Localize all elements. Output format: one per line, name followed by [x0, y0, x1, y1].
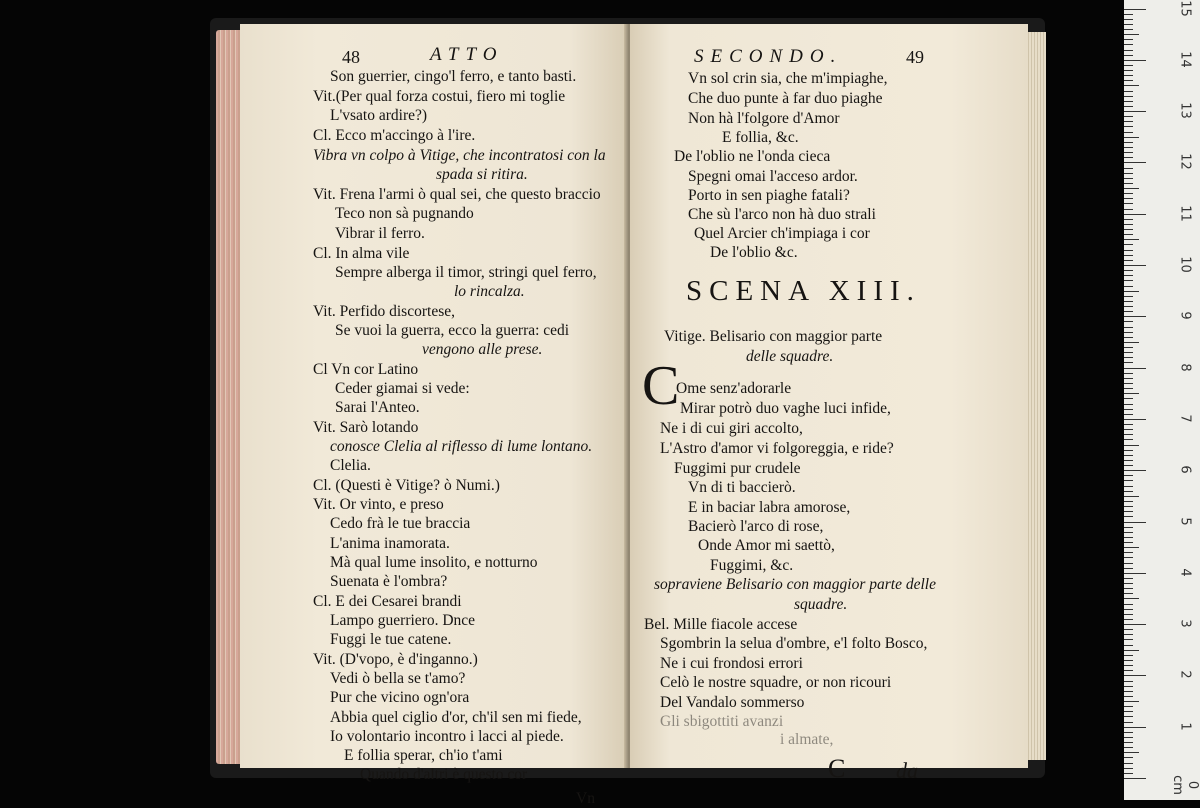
- text-line: Cl. E dei Cesarei brandi: [313, 593, 462, 610]
- text-line: L'vsato ardire?): [330, 107, 428, 124]
- catchword-left: Vn: [576, 790, 595, 807]
- ruler-tick: [1124, 768, 1133, 769]
- ruler-tick: [1124, 352, 1133, 353]
- ruler-tick: [1124, 563, 1133, 564]
- text-line: Ceder giamai si vede:: [335, 380, 470, 397]
- text-line: De l'oblio ne l'onda cieca: [674, 148, 831, 165]
- ruler-tick: [1124, 450, 1133, 451]
- text-line: Spegni omai l'acceso ardor.: [688, 168, 858, 185]
- ruler-tick: [1124, 732, 1133, 733]
- ruler-tick: [1124, 557, 1133, 558]
- ruler-tick: [1124, 260, 1133, 261]
- book-edge-right: [1026, 32, 1046, 760]
- text-line: Bacierò l'arco di rose,: [688, 518, 824, 535]
- ruler-tick: [1124, 737, 1133, 738]
- ruler-tick: [1124, 362, 1133, 363]
- ruler-tick: [1124, 650, 1139, 651]
- text-line: Ne i di cui giri accolto,: [660, 420, 803, 437]
- ruler-tick: [1124, 496, 1139, 497]
- ruler-tick: [1124, 65, 1133, 66]
- ruler-tick: [1124, 727, 1146, 728]
- running-head-left: ATTO: [430, 44, 504, 65]
- stage-direction: conosce Clelia al riflesso di lume lontano.: [330, 438, 593, 455]
- text-line: Fuggimi, &c.: [710, 557, 794, 574]
- ruler-label: 1: [1177, 722, 1193, 731]
- ruler-tick: [1124, 711, 1133, 712]
- text-line: Lampo guerriero. Dnce: [330, 612, 476, 629]
- text-line: Bel. Mille fiacole accese: [644, 616, 798, 633]
- ruler-tick: [1124, 480, 1133, 481]
- ruler-label: 9: [1177, 311, 1193, 320]
- text-line: Io volontario incontro i lacci al piede.: [330, 728, 564, 745]
- text-line: Cedo frà le tue braccia: [330, 515, 471, 532]
- ruler-tick: [1124, 588, 1133, 589]
- ruler-tick: [1124, 50, 1133, 51]
- ruler-tick: [1124, 747, 1133, 748]
- text-line: Cl. Ecco m'accingo à l'ire.: [313, 127, 476, 144]
- ruler-tick: [1124, 173, 1133, 174]
- text-line: Mirar potrò duo vaghe luci infide,: [680, 400, 891, 417]
- stage-direction: spada si ritira.: [436, 166, 528, 183]
- ruler-tick: [1124, 778, 1146, 779]
- ruler-tick: [1124, 511, 1133, 512]
- stage-direction: lo rincalza.: [454, 283, 525, 300]
- ruler-label: 0 cm: [1170, 775, 1200, 795]
- ruler-tick: [1124, 291, 1139, 292]
- ruler-label: 12: [1177, 153, 1193, 171]
- ruler-tick: [1124, 321, 1133, 322]
- ruler-tick: [1124, 763, 1133, 764]
- ruler-tick: [1124, 706, 1133, 707]
- text-line: E follia, &c.: [722, 129, 799, 146]
- ruler-tick: [1124, 327, 1133, 328]
- ruler-tick: [1124, 455, 1133, 456]
- ruler-label: 14: [1177, 51, 1193, 68]
- scene-persons: Vitige. Belisario con maggior parte: [664, 328, 883, 345]
- text-line: De l'oblio &c.: [710, 244, 798, 261]
- ruler-tick: [1124, 106, 1133, 107]
- ruler-tick: [1124, 757, 1133, 758]
- ruler-tick: [1124, 85, 1139, 86]
- page-number-left: 48: [342, 47, 360, 67]
- ruler-tick: [1124, 168, 1133, 169]
- ruler-tick: [1124, 193, 1133, 194]
- measuring-ruler: [1124, 0, 1200, 800]
- text-line: Suenata è l'ombra?: [330, 573, 448, 590]
- ruler-tick: [1124, 75, 1133, 76]
- text-line: Che duo punte à far duo piaghe: [688, 90, 883, 107]
- scene-persons: delle squadre.: [746, 348, 834, 365]
- text-line: Sempre alberga il timor, stringi quel ferro,: [335, 264, 597, 281]
- ruler-tick: [1124, 691, 1133, 692]
- ruler-tick: [1124, 670, 1133, 671]
- ruler-tick: [1124, 527, 1133, 528]
- text-line: Cl. (Questi è Vitige? ò Numi.): [313, 477, 500, 494]
- ruler-tick: [1124, 639, 1133, 640]
- ruler-tick: [1124, 547, 1139, 548]
- ruler-label: 6: [1177, 465, 1193, 474]
- ruler-tick: [1124, 532, 1133, 533]
- ruler-tick: [1124, 634, 1133, 635]
- ruler-tick: [1124, 773, 1133, 774]
- text-line: Vit. Sarò lotando: [313, 419, 419, 436]
- ruler-tick: [1124, 337, 1133, 338]
- text-line: Mà qual lume insolito, e notturno: [330, 554, 538, 571]
- ruler-tick: [1124, 183, 1133, 184]
- ruler-tick: [1124, 80, 1133, 81]
- ruler-tick: [1124, 542, 1133, 543]
- ruler-tick: [1124, 198, 1133, 199]
- ruler-tick: [1124, 537, 1133, 538]
- text-line: Quando d'altri è questo cor: [360, 766, 528, 783]
- ruler-tick: [1124, 624, 1146, 625]
- ruler-tick: [1124, 404, 1133, 405]
- ruler-tick: [1124, 116, 1133, 117]
- ruler-tick: [1124, 752, 1139, 753]
- ruler-tick: [1124, 742, 1133, 743]
- ruler-tick: [1124, 491, 1133, 492]
- catchword-right: da: [896, 758, 918, 783]
- ruler-tick: [1124, 419, 1146, 420]
- text-line: Teco non sà pugnando: [335, 205, 474, 222]
- ruler-tick: [1124, 270, 1133, 271]
- text-line: Porto in sen piaghe fatali?: [688, 187, 850, 204]
- ruler-tick: [1124, 219, 1133, 220]
- ruler-tick: [1124, 368, 1146, 369]
- ruler-tick: [1124, 424, 1133, 425]
- text-line: Vedi ò bella se t'amo?: [330, 670, 466, 687]
- ruler-tick: [1124, 460, 1133, 461]
- ruler-tick: [1124, 203, 1133, 204]
- text-line: Non hà l'folgore d'Amor: [688, 110, 840, 127]
- ruler-tick: [1124, 24, 1133, 25]
- ruler-tick: [1124, 178, 1133, 179]
- ruler-tick: [1124, 414, 1133, 415]
- ruler-tick: [1124, 234, 1133, 235]
- ruler-tick: [1124, 244, 1133, 245]
- ruler-tick: [1124, 121, 1133, 122]
- ruler-tick: [1124, 19, 1133, 20]
- text-line: Sgombrin la selua d'ombre, e'l folto Bosco,: [660, 635, 928, 652]
- stage-direction: squadre.: [794, 596, 848, 613]
- ruler-tick: [1124, 280, 1133, 281]
- ruler-tick: [1124, 44, 1133, 45]
- text-line: Del Vandalo sommerso: [660, 694, 805, 711]
- ruler-tick: [1124, 409, 1133, 410]
- ruler-tick: [1124, 675, 1146, 676]
- text-line: Vit. Perfido discortese,: [313, 303, 455, 320]
- text-line: Che sù l'arco non hà duo strali: [688, 206, 876, 223]
- ruler-tick: [1124, 604, 1133, 605]
- text-line: Gli sbigottiti avanzi: [660, 713, 784, 730]
- text-line: Son guerrier, cingo'l ferro, e tanto basti.: [330, 68, 577, 85]
- ruler-tick: [1124, 552, 1133, 553]
- ruler-label: 10: [1177, 256, 1193, 273]
- text-line: Vit.(Per qual forza costui, fiero mi toglie: [313, 88, 566, 105]
- text-line: Fuggimi pur crudele: [674, 460, 801, 477]
- text-line: Vit. Or vinto, e preso: [313, 496, 444, 513]
- ruler-tick: [1124, 101, 1133, 102]
- text-line: Se vuoi la guerra, ecco la guerra: cedi: [335, 322, 570, 339]
- text-line: Clelia.: [330, 457, 371, 474]
- text-line: Pur che vicino ogn'ora: [330, 689, 470, 706]
- text-line: Vn sol crin sia, che m'impiaghe,: [688, 70, 888, 87]
- text-line: Fuggi le tue catene.: [330, 631, 452, 648]
- ruler-label: 15: [1177, 0, 1193, 17]
- ruler-tick: [1124, 224, 1133, 225]
- ruler-tick: [1124, 147, 1133, 148]
- ruler-tick: [1124, 609, 1133, 610]
- ruler-tick: [1124, 716, 1133, 717]
- running-head-right: SECONDO.: [694, 46, 843, 67]
- text-line: Ne i cui frondosi errori: [660, 655, 803, 672]
- ruler-tick: [1124, 347, 1133, 348]
- ruler-tick: [1124, 188, 1139, 189]
- page-number-right: 49: [906, 47, 924, 67]
- ruler-tick: [1124, 157, 1133, 158]
- ruler-tick: [1124, 286, 1133, 287]
- ruler-tick: [1124, 152, 1133, 153]
- ruler-label: 13: [1177, 102, 1193, 119]
- ruler-tick: [1124, 486, 1133, 487]
- ruler-tick: [1124, 573, 1146, 574]
- ruler-tick: [1124, 301, 1133, 302]
- ruler-tick: [1124, 357, 1133, 358]
- text-line: Cl. In alma vile: [313, 245, 410, 262]
- text-line: E in baciar labra amorose,: [688, 499, 851, 516]
- scene-title: SCENA XIII.: [686, 275, 921, 307]
- text-line: Onde Amor mi saettò,: [698, 537, 835, 554]
- ruler-tick: [1124, 701, 1139, 702]
- text-line: L'anima inamorata.: [330, 535, 450, 552]
- left-page: [240, 24, 628, 807]
- ruler-tick: [1124, 434, 1133, 435]
- text-line: Abbia quel ciglio d'or, ch'il sen mi fiede,: [330, 709, 582, 726]
- ruler-tick: [1124, 91, 1133, 92]
- ruler-tick: [1124, 593, 1133, 594]
- stage-direction: Vibra vn colpo à Vitige, che incontratosi con la: [313, 147, 606, 164]
- text-line: Quel Arcier ch'impiaga i cor: [694, 225, 870, 242]
- text-line: Vibrar il ferro.: [335, 225, 425, 242]
- ruler-tick: [1124, 629, 1133, 630]
- ruler-tick: [1124, 686, 1133, 687]
- ruler-label: 3: [1177, 619, 1193, 628]
- ruler-tick: [1124, 332, 1133, 333]
- ruler-tick: [1124, 645, 1133, 646]
- ruler-tick: [1124, 655, 1133, 656]
- ruler-tick: [1124, 516, 1133, 517]
- ruler-tick: [1124, 393, 1139, 394]
- ruler-tick: [1124, 470, 1146, 471]
- ruler-tick: [1124, 614, 1133, 615]
- ruler-tick: [1124, 665, 1133, 666]
- book-edge-left: [216, 30, 242, 764]
- ruler-tick: [1124, 229, 1133, 230]
- text-line: Celò le nostre squadre, or non ricouri: [660, 674, 892, 691]
- text-line: i almate,: [780, 731, 834, 748]
- ruler-tick: [1124, 388, 1133, 389]
- stage-direction: sopraviene Belisario con maggior parte delle: [654, 576, 936, 593]
- stage-direction: vengono alle prese.: [422, 341, 543, 358]
- ruler-tick: [1124, 445, 1139, 446]
- ruler-tick: [1124, 475, 1133, 476]
- ruler-tick: [1124, 255, 1133, 256]
- ruler-label: 7: [1177, 414, 1193, 423]
- ruler-tick: [1124, 583, 1133, 584]
- ruler-label: 4: [1177, 568, 1193, 577]
- ruler-tick: [1124, 465, 1133, 466]
- ruler-tick: [1124, 578, 1133, 579]
- ruler-tick: [1124, 342, 1139, 343]
- ruler-tick: [1124, 383, 1133, 384]
- ruler-tick: [1124, 660, 1133, 661]
- catchword-right: C: [828, 754, 846, 783]
- ruler-label: 2: [1177, 670, 1193, 680]
- ruler-tick: [1124, 275, 1133, 276]
- ruler-tick: [1124, 316, 1146, 317]
- ruler-tick: [1124, 522, 1146, 523]
- ruler-tick: [1124, 132, 1133, 133]
- ruler-tick: [1124, 126, 1133, 127]
- ruler-tick: [1124, 265, 1146, 266]
- ruler-tick: [1124, 619, 1133, 620]
- ruler-tick: [1124, 722, 1133, 723]
- ruler-tick: [1124, 34, 1139, 35]
- ruler-tick: [1124, 501, 1133, 502]
- ruler-tick: [1124, 29, 1133, 30]
- ruler-tick: [1124, 506, 1133, 507]
- ruler-tick: [1124, 306, 1133, 307]
- drop-cap: C: [642, 355, 680, 417]
- ruler-tick: [1124, 14, 1133, 15]
- ruler-tick: [1124, 439, 1133, 440]
- ruler-tick: [1124, 696, 1133, 697]
- ruler-tick: [1124, 311, 1133, 312]
- ruler-tick: [1124, 70, 1133, 71]
- ruler-tick: [1124, 598, 1139, 599]
- text-line: Ome senz'adorarle: [676, 380, 792, 397]
- ruler-tick: [1124, 568, 1133, 569]
- ruler-tick: [1124, 239, 1139, 240]
- text-line: Vit. Frena l'armi ò qual sei, che questo braccio: [313, 186, 601, 203]
- ruler-tick: [1124, 398, 1133, 399]
- text-line: Vn di ti baccierò.: [688, 479, 796, 496]
- ruler-tick: [1124, 373, 1133, 374]
- text-line: Sarai l'Anteo.: [335, 399, 420, 416]
- ruler-tick: [1124, 39, 1133, 40]
- ruler-label: 5: [1177, 516, 1193, 526]
- ruler-tick: [1124, 429, 1133, 430]
- ruler-tick: [1124, 111, 1146, 112]
- ruler-tick: [1124, 162, 1146, 163]
- ruler-tick: [1124, 9, 1146, 10]
- ruler-tick: [1124, 142, 1133, 143]
- text-line: L'Astro d'amor vi folgoreggia, e ride?: [660, 440, 894, 457]
- ruler-tick: [1124, 378, 1133, 379]
- ruler-tick: [1124, 96, 1133, 97]
- text-line: E follia sperar, ch'io t'ami: [344, 747, 503, 764]
- ruler-tick: [1124, 137, 1139, 138]
- ruler-label: 8: [1177, 362, 1193, 372]
- text-line: Vit. (D'vopo, è d'inganno.): [313, 651, 478, 668]
- ruler-tick: [1124, 55, 1133, 56]
- right-page: [630, 24, 1028, 783]
- ruler-tick: [1124, 250, 1133, 251]
- ruler-tick: [1124, 296, 1133, 297]
- ruler-label: 11: [1177, 204, 1193, 222]
- ruler-tick: [1124, 209, 1133, 210]
- ruler-tick: [1124, 60, 1146, 61]
- ruler-tick: [1124, 214, 1146, 215]
- text-line: Cl Vn cor Latino: [313, 361, 419, 378]
- ruler-tick: [1124, 681, 1133, 682]
